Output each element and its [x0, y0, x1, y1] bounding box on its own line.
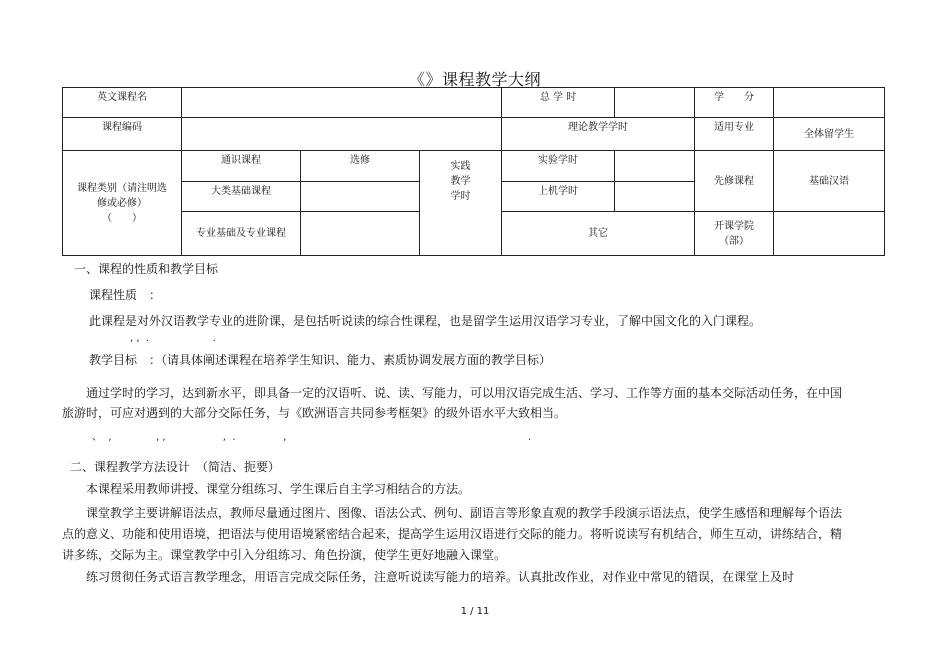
major-course-label: 专业基础及专业课程	[182, 212, 301, 256]
credits-label: 学 分	[695, 88, 774, 118]
course-info-table	[62, 87, 885, 256]
category-label-line2: 修或必修）	[97, 197, 147, 209]
college-value	[774, 212, 885, 256]
method-paragraph-1: 本课程采用教师讲授、课堂分组练习、学生课后自主学习相结合的方法。	[86, 482, 471, 496]
lab-hours-label: 实验学时	[502, 151, 615, 182]
english-name-label: 英文课程名	[63, 88, 182, 118]
basic-course-value	[301, 182, 420, 212]
lab-hours-value	[615, 151, 695, 182]
category-label-line1: 课程类别（请注明选	[77, 182, 167, 194]
major-label: 适用专业	[695, 118, 774, 151]
section1-heading: 一、课程的性质和教学目标	[74, 262, 219, 276]
english-name-value	[182, 88, 502, 118]
nature-text: 此课程是对外汉语教学专业的进阶课，是包括听说读的综合性课程，也是留学生运用汉语学习专业，了解中国文化的入门课程。	[89, 314, 762, 328]
goal-text: 通过学时的学习，达到新水平，即具备一定的汉语听、说、读、写能力，可以用汉语完成生活、学习、工作等方面的基本交际活动任务，在中国旅游时，可应对遇到的大部分交际任务，与《欧洲语言共同参考框架》的级外语水平大致相当。	[62, 386, 843, 420]
category-label	[63, 151, 182, 256]
punctuation-row-2: 、 , , , , . , .	[92, 432, 532, 443]
elective-label: 选修	[301, 151, 420, 182]
practice-label-line1: 实践	[450, 161, 471, 172]
practice-label-line2: 教学	[450, 176, 471, 187]
total-hours-label: 总 学 时	[502, 88, 615, 118]
college-label-line2: （部）	[719, 235, 750, 247]
major-course-value	[301, 212, 420, 256]
computer-hours-value	[615, 182, 695, 212]
nature-label: 课程性质 ：	[89, 288, 162, 302]
practice-label-line3: 学时	[450, 191, 471, 202]
method-paragraph-3: 练习贯彻任务式语言教学理念，用语言完成交际任务，注意听说读写能力的培养。认真批改作业，对作业中常见的错误，在课堂上及时	[86, 570, 795, 584]
college-label-line1: 开课学院	[714, 220, 755, 232]
other-label: 其它	[502, 212, 695, 256]
section2-heading: 二、课程教学方法设计 （简洁、扼要）	[70, 460, 281, 474]
method-paragraph-2: 课堂教学主要讲解语法点，教师尽量通过图片、图像、语法公式、例句、副语言等形象直观的教学手段演示语法点，使学生感悟和理解每个语法点的意义、功能和使用语境，把语法与使用语境紧密结合起来，提高学生运用汉语进行交际的能力。将听说读写有机结合，师生互动，讲练结合，精讲多练，交际为主。课堂教学中引入分组练习、角色扮演，使学生更好地融入课堂。	[62, 506, 843, 562]
goal-label: 教学目标 ：（请具体阐述课程在培养学生知识、能力、素质协调发展方面的教学目标）	[89, 353, 552, 367]
category-label-line3: （ ）	[102, 212, 142, 224]
course-code-value	[182, 118, 502, 151]
credits-value	[774, 88, 885, 118]
prereq-label: 先修课程	[695, 151, 774, 212]
course-code-label: 课程编码	[63, 118, 182, 151]
computer-hours-label: 上机学时	[502, 182, 615, 212]
page-number: 1 / 11	[460, 606, 490, 617]
prereq-value: 基础汉语	[774, 151, 885, 212]
general-course-label: 通识课程	[182, 151, 301, 182]
total-hours-value	[615, 88, 695, 118]
page-title: 《》课程教学大纲	[408, 70, 541, 89]
basic-course-label: 大类基础课程	[182, 182, 301, 212]
theory-hours-label: 理论教学学时	[502, 118, 695, 151]
major-value: 全体留学生	[774, 118, 885, 151]
punctuation-row-1: , , . .	[130, 333, 216, 344]
college-label	[695, 212, 774, 256]
practice-hours-label	[420, 151, 502, 256]
